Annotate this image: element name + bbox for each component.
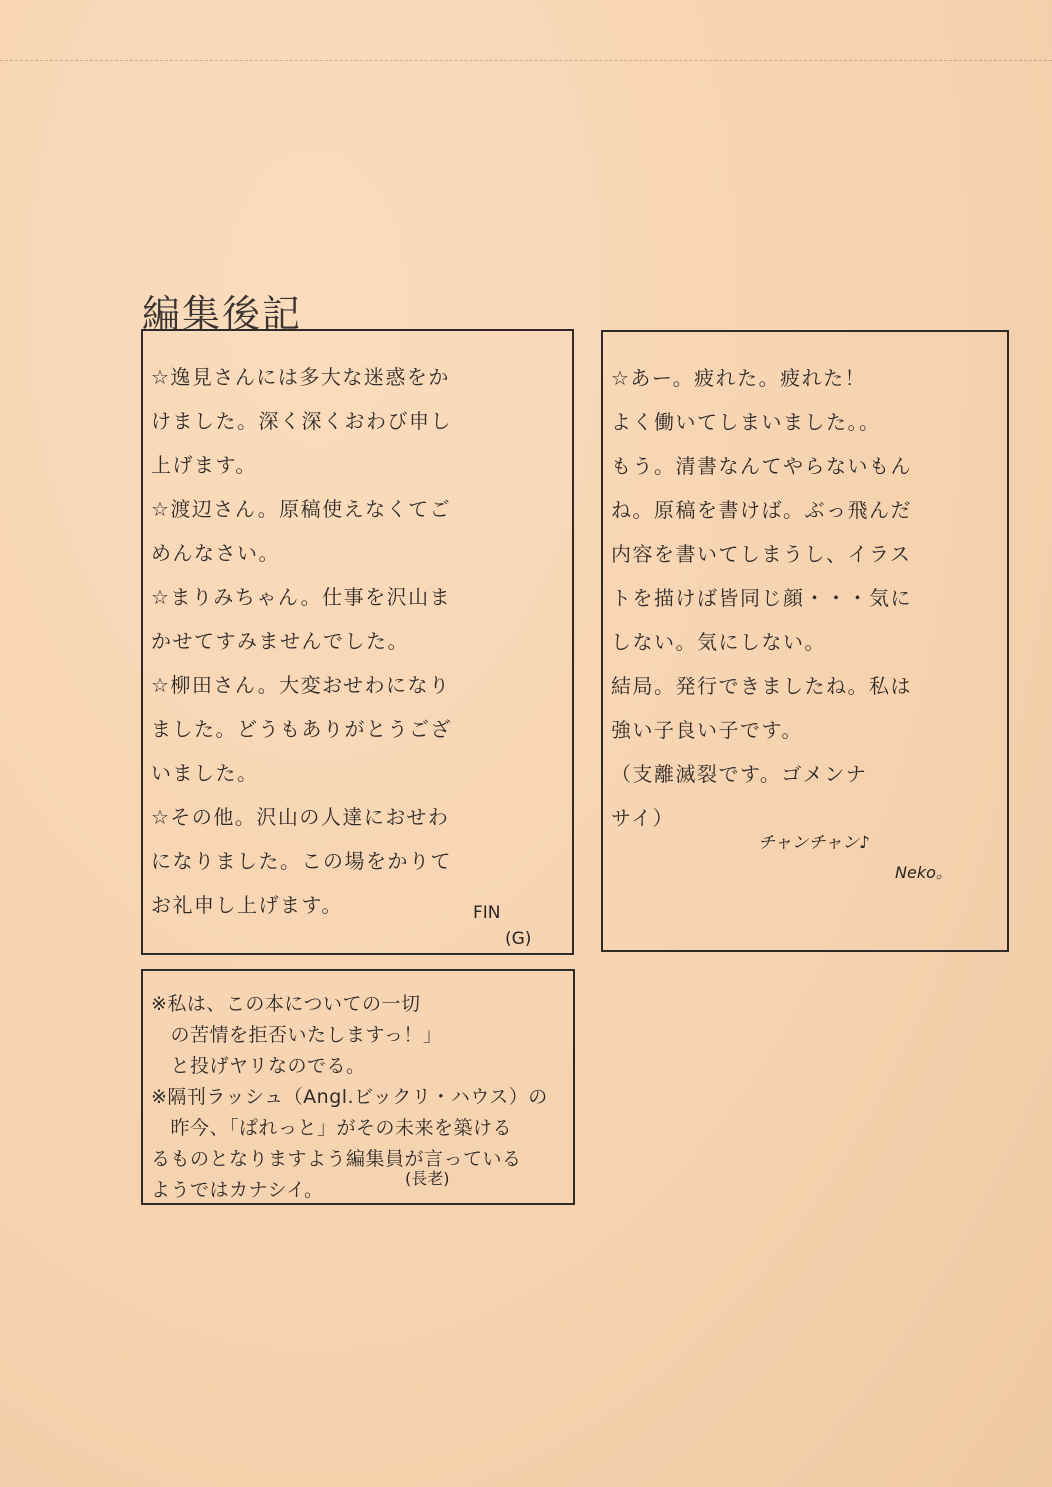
note-line: 内容を書いてしまうし、イラス xyxy=(611,542,912,566)
note-box-bottom xyxy=(141,969,575,1205)
note-line: と投げヤリなのでる。 xyxy=(151,1055,366,1077)
note-line: 強い子良い子です。 xyxy=(611,718,803,742)
note-line: （支離滅裂です。ゴメンナ xyxy=(611,762,868,786)
note-line: しない。気にしない。 xyxy=(611,630,826,654)
paper-fold-line xyxy=(0,60,1052,63)
note-line: ☆柳田さん。大変おせわになり xyxy=(151,673,451,697)
note-line: もう。清書なんてやらないもん xyxy=(611,454,912,478)
note-line: ☆まりみちゃん。仕事を沢山ま xyxy=(151,585,452,609)
note-line: 昨今、「ぱれっと」がその未来を築ける xyxy=(151,1117,513,1139)
note-line: サイ） xyxy=(611,806,675,830)
note-line: 結局。発行できましたね。私は xyxy=(611,674,912,698)
chant-text: チャンチャン♪ xyxy=(758,833,870,853)
note-line: よく働いてしまいました。。 xyxy=(611,410,881,434)
note-line: ね。原稿を書けば。ぶっ飛んだ xyxy=(611,498,912,522)
note-line: お礼申し上げます。 xyxy=(151,893,343,917)
note-line: いました。 xyxy=(151,761,259,785)
note-line: トを描けば皆同じ顔・・・気に xyxy=(611,586,912,610)
author-signature: Neko。 xyxy=(895,863,952,882)
note-line: めんなさい。 xyxy=(151,541,280,565)
note-line: ※私は、この本についての一切 xyxy=(151,993,421,1015)
note-line: の苦情を拒否いたしますっ！」 xyxy=(151,1024,443,1046)
note-line: ようではカナシイ。 xyxy=(151,1179,324,1201)
note-box-right xyxy=(601,330,1009,952)
note-line: ☆あー。疲れた。疲れた！ xyxy=(611,366,867,390)
note-line: になりました。この場をかりて xyxy=(151,849,452,873)
author-signature: (長老) xyxy=(405,1169,450,1188)
note-line: るものとなりますよう編集員が言っている xyxy=(151,1148,522,1170)
note-line: ☆渡辺さん。原稿使えなくてご xyxy=(151,497,452,521)
note-line: かせてすみませんでした。 xyxy=(151,629,409,653)
note-line: ☆逸見さんには多大な迷惑をか xyxy=(151,365,450,389)
note-line: ☆その他。沢山の人達におせわ xyxy=(151,805,450,829)
note-line: 上げます。 xyxy=(151,453,257,477)
author-signature: (G) xyxy=(505,929,532,949)
page-title: 編集後記 xyxy=(142,292,303,336)
note-line: けました。深く深くおわび申し xyxy=(151,409,452,433)
note-line: ※隔刊ラッシュ（Angl.ビックリ・ハウス）の xyxy=(151,1086,548,1108)
note-line: ました。どうもありがとうござ xyxy=(151,717,452,741)
note-box-left xyxy=(141,329,574,955)
fin-mark: FIN xyxy=(473,903,501,923)
